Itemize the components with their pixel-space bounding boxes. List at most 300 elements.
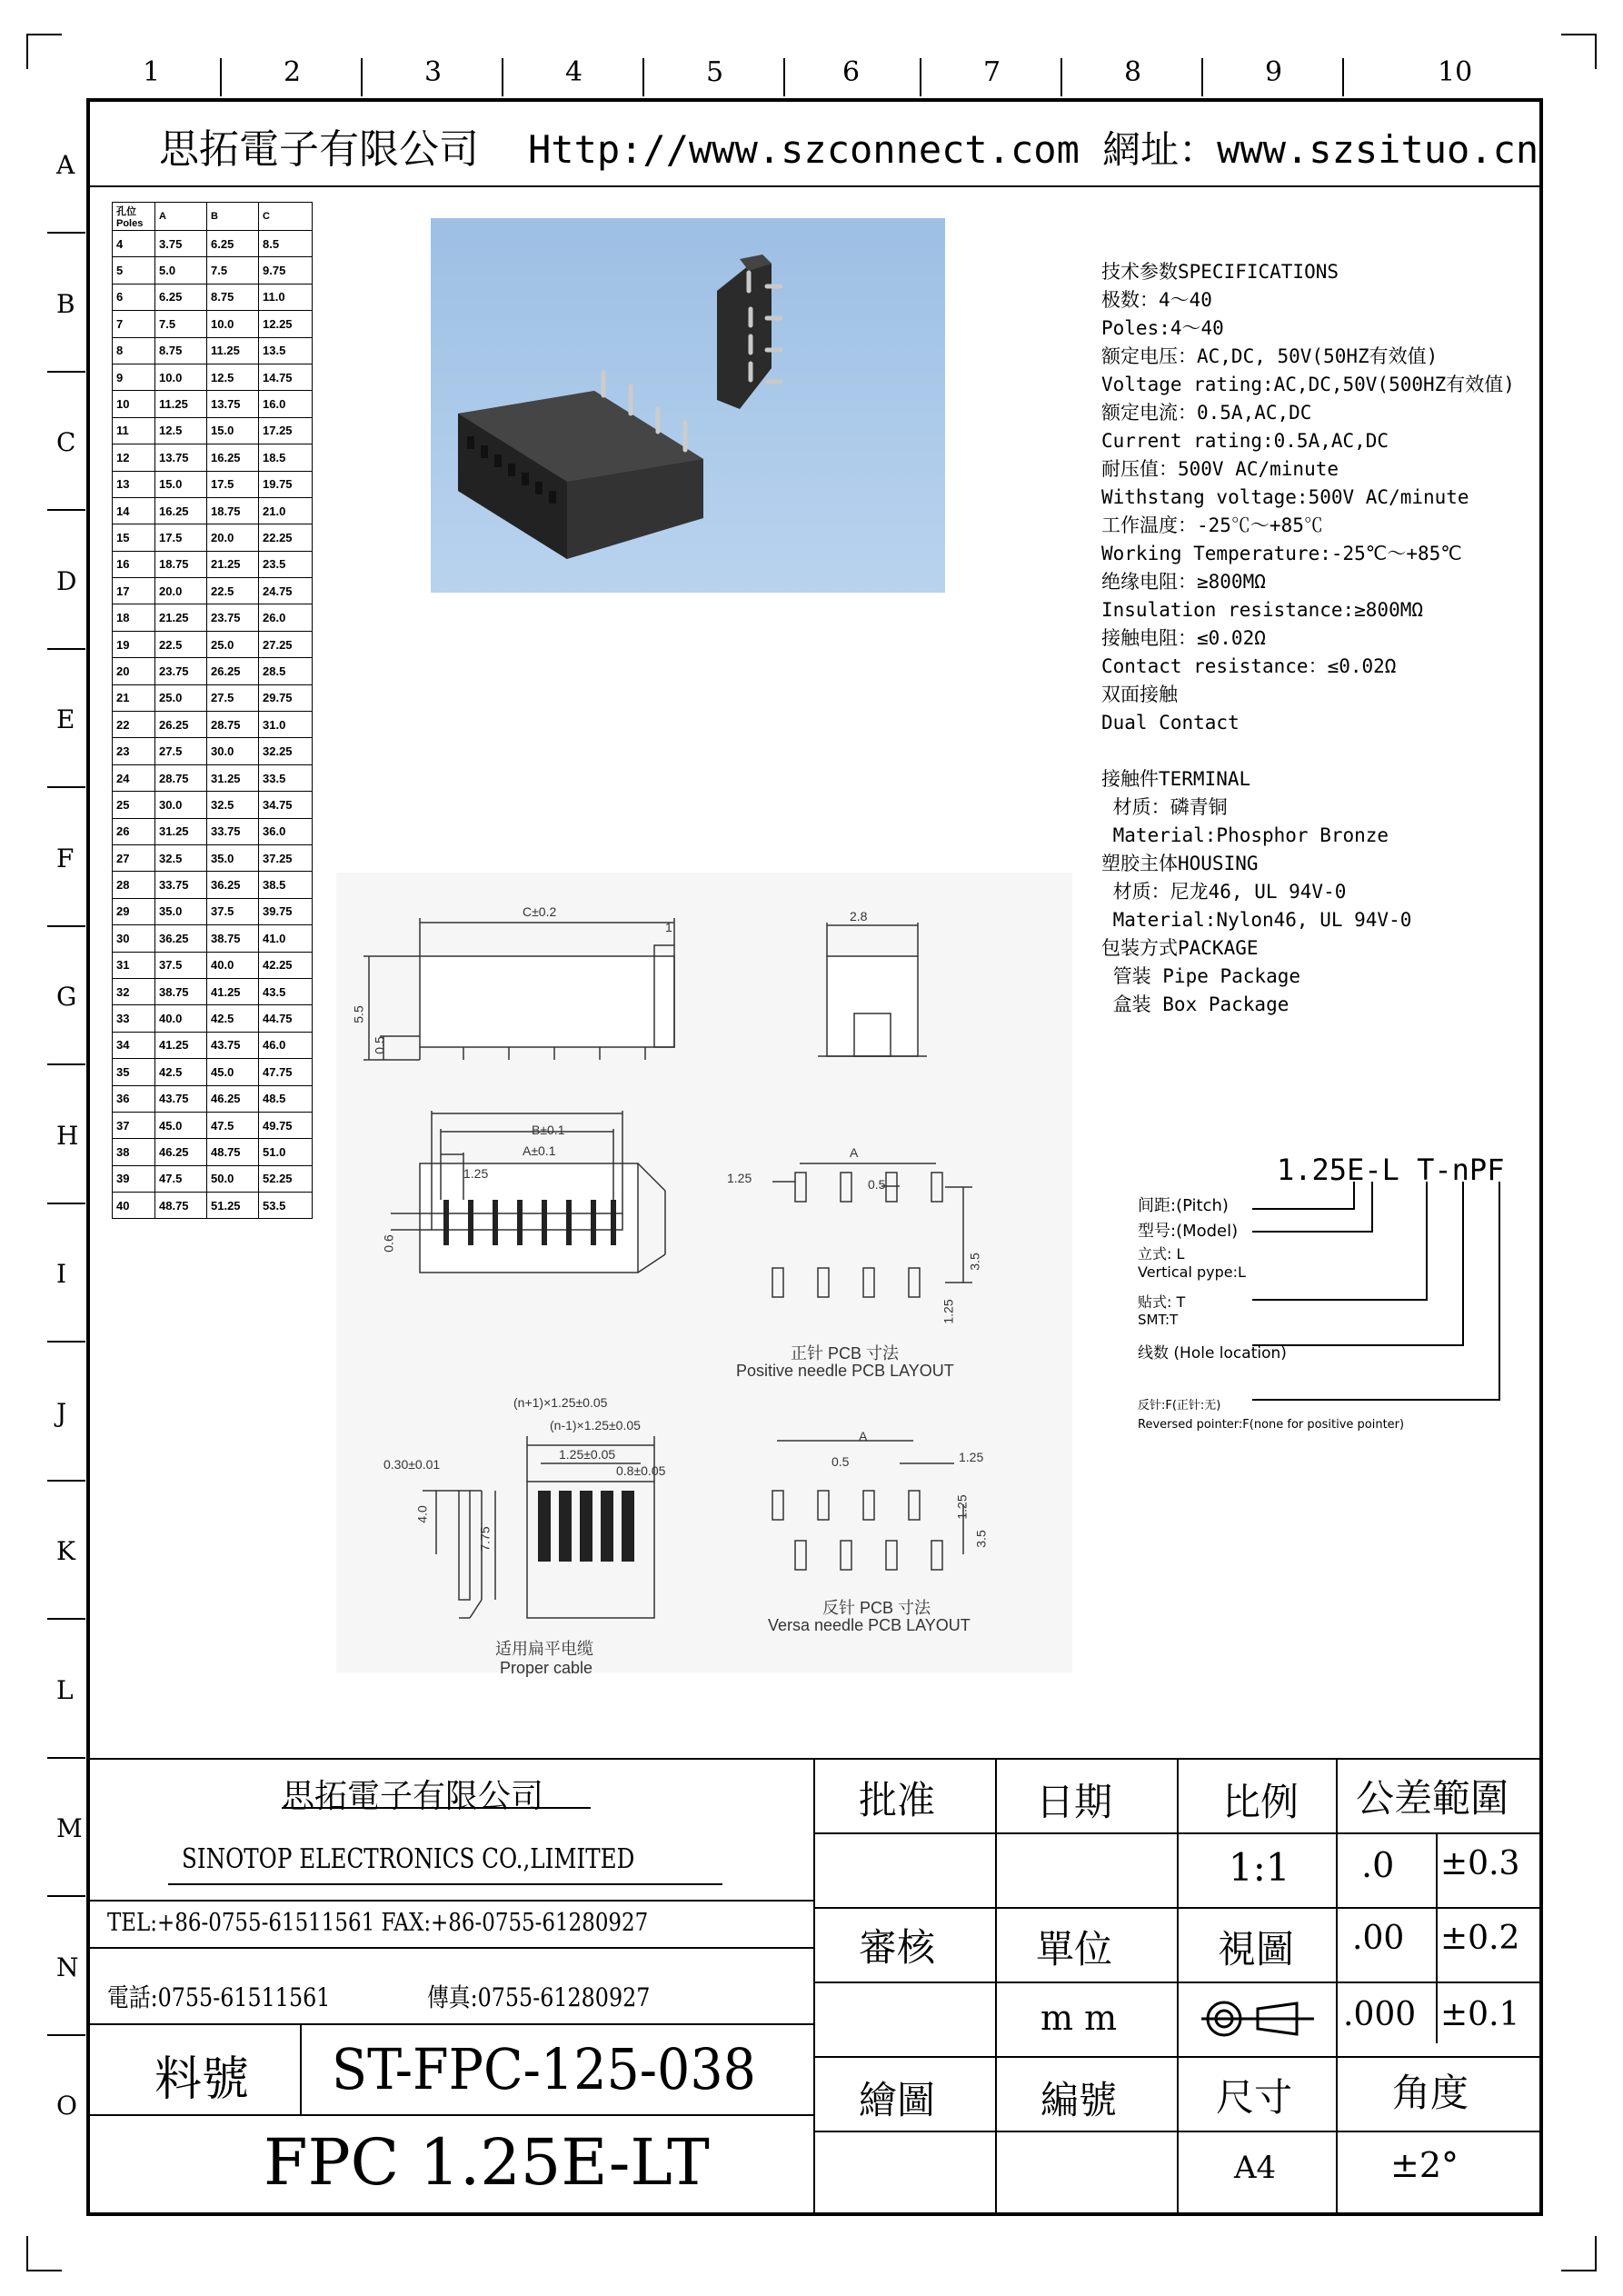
poles-cell: 36.25 bbox=[207, 872, 259, 898]
tb-row-4 bbox=[813, 2056, 1541, 2058]
row-tick bbox=[47, 1895, 85, 1897]
column-number: 4 bbox=[565, 56, 583, 88]
company-en-underline bbox=[168, 1883, 722, 1885]
dim-0-6: 0.6 bbox=[381, 1234, 396, 1253]
poles-cell: 47.5 bbox=[207, 1112, 259, 1138]
corner-mark-top-left bbox=[25, 33, 62, 69]
poles-cell: 48.75 bbox=[207, 1139, 259, 1165]
titleblock-divider bbox=[813, 1758, 815, 2212]
legend-vertical-en: Vertical pype:L bbox=[1138, 1263, 1246, 1281]
poles-cell: 38.75 bbox=[207, 925, 259, 952]
projection-symbol-icon bbox=[1201, 1996, 1314, 2041]
poles-cell: 46.25 bbox=[207, 1085, 259, 1112]
row-tick bbox=[47, 1341, 85, 1343]
poles-cell: 22.5 bbox=[155, 631, 207, 657]
column-tick bbox=[220, 58, 222, 96]
spec-line: Withstang voltage:500V AC/minute bbox=[1101, 486, 1469, 508]
spec-line: Dual Contact bbox=[1101, 712, 1240, 734]
row-tick bbox=[47, 1203, 85, 1204]
poles-cell: 12.25 bbox=[259, 311, 313, 337]
spec-line: Current rating:0.5A,AC,DC bbox=[1101, 430, 1389, 452]
spec-line: 极数：4～40 bbox=[1101, 289, 1212, 311]
pcb-dim-0-5: 0.5 bbox=[868, 1177, 886, 1192]
tb-col-4 bbox=[1336, 1758, 1338, 2212]
poles-cell: 21 bbox=[113, 684, 155, 711]
spec-line: 包装方式PACKAGE bbox=[1101, 937, 1259, 959]
poles-cell: 23.5 bbox=[259, 551, 313, 577]
table-row bbox=[113, 604, 313, 631]
poles-cell: 51.25 bbox=[207, 1193, 259, 1219]
table-row bbox=[113, 764, 313, 791]
poles-cell: 26.25 bbox=[207, 658, 259, 684]
tb-date: 日期 bbox=[1036, 1780, 1113, 1824]
dim-5-5: 5.5 bbox=[351, 1005, 366, 1023]
tb-tol-000: .000 bbox=[1343, 1996, 1417, 2033]
legend-smt-en: SMT:T bbox=[1138, 1312, 1179, 1328]
row-tick bbox=[47, 371, 85, 373]
corner-mark-bottom-right bbox=[1561, 2236, 1598, 2272]
row-letter: F bbox=[56, 843, 75, 873]
poles-cell: 25.0 bbox=[155, 684, 207, 711]
poles-cell: 32.5 bbox=[207, 792, 259, 818]
poles-cell: 23.75 bbox=[207, 604, 259, 631]
dim-one: 1 bbox=[665, 920, 672, 934]
table-row bbox=[113, 444, 313, 471]
column-tick bbox=[502, 58, 503, 96]
spec-line: Voltage rating:AC,DC,50V(500HZ有效值) bbox=[1101, 374, 1515, 395]
column-tick bbox=[920, 58, 921, 96]
dim-c: C±0.2 bbox=[523, 904, 557, 919]
poles-cell: 19.75 bbox=[259, 471, 313, 497]
column-tick bbox=[783, 58, 785, 96]
poles-cell: 18.75 bbox=[207, 497, 259, 524]
poles-cell: 25 bbox=[113, 792, 155, 818]
column-tick bbox=[1342, 58, 1344, 96]
poles-cell: 26 bbox=[113, 818, 155, 844]
poles-cell: 23.75 bbox=[155, 658, 207, 684]
header-url: Http://www.szconnect.com 網址：www.szsituo.cn bbox=[528, 127, 1539, 172]
spec-line: Working Temperature:-25℃～+85℃ bbox=[1101, 543, 1462, 564]
row-letter: A bbox=[56, 150, 75, 180]
poles-cell: 27.5 bbox=[155, 738, 207, 764]
table-row bbox=[113, 497, 313, 524]
spec-line: 接触件TERMINAL bbox=[1101, 768, 1251, 790]
poles-cell: 12.5 bbox=[207, 364, 259, 390]
tb-unit: 單位 bbox=[1036, 1927, 1113, 1972]
table-row bbox=[113, 1005, 313, 1032]
row-tick bbox=[47, 925, 85, 927]
column-tick bbox=[1060, 58, 1062, 96]
poles-cell: 17 bbox=[113, 578, 155, 604]
poles-cell: 21.25 bbox=[155, 604, 207, 631]
header bbox=[159, 116, 1538, 175]
poles-cell: 8.75 bbox=[155, 337, 207, 364]
table-row bbox=[113, 712, 313, 738]
poles-cell: 51.0 bbox=[259, 1139, 313, 1165]
poles-header-cell: 孔位 Poles bbox=[113, 203, 155, 231]
spec-line: 材质：尼龙46, UL 94V-0 bbox=[1101, 881, 1347, 903]
row-letter: H bbox=[56, 1120, 79, 1151]
tb-scale-label: 比例 bbox=[1222, 1780, 1299, 1824]
poles-cell: 35.0 bbox=[155, 898, 207, 924]
positive-pcb-title-cn: 正针 PCB 寸法 bbox=[791, 1344, 900, 1363]
spec-line: 耐压值：500V AC/minute bbox=[1101, 458, 1339, 480]
table-row bbox=[113, 311, 313, 337]
tb-tol-00-val: ±0.2 bbox=[1440, 1920, 1520, 1957]
cable-dim-2: (n-1)×1.25±0.05 bbox=[550, 1418, 641, 1433]
header-divider bbox=[88, 185, 1541, 187]
poles-cell: 11.25 bbox=[207, 337, 259, 364]
poles-cell: 29 bbox=[113, 898, 155, 924]
column-number: 8 bbox=[1124, 56, 1142, 88]
row-tick bbox=[47, 2034, 85, 2036]
poles-cell: 3.75 bbox=[155, 231, 207, 257]
tb-product: FPC 1.25E-LT bbox=[264, 2125, 710, 2200]
poles-cell: 39.75 bbox=[259, 898, 313, 924]
poles-cell: 8.5 bbox=[259, 231, 313, 257]
spec-line: 额定电流：0.5A,AC,DC bbox=[1101, 402, 1312, 424]
row-letter: O bbox=[56, 2091, 77, 2121]
poles-cell: 45.0 bbox=[155, 1112, 207, 1138]
poles-cell: 31.25 bbox=[155, 818, 207, 844]
table-row bbox=[113, 684, 313, 711]
tb-part-number: ST-FPC-125-038 bbox=[332, 2036, 756, 2102]
table-row bbox=[113, 337, 313, 364]
tb-size: 尺寸 bbox=[1216, 2075, 1293, 2120]
poles-cell: 17.5 bbox=[207, 471, 259, 497]
column-number: 9 bbox=[1265, 56, 1283, 88]
tb-col-2 bbox=[995, 1758, 997, 2212]
poles-cell: 9.75 bbox=[259, 257, 313, 284]
poles-cell: 36.0 bbox=[259, 818, 313, 844]
poles-cell: 32.5 bbox=[155, 844, 207, 871]
poles-cell: 39 bbox=[113, 1165, 155, 1192]
row-tick bbox=[47, 1063, 85, 1065]
poles-cell: 16.25 bbox=[207, 444, 259, 471]
poles-cell: 30.0 bbox=[155, 792, 207, 818]
poles-cell: 44.75 bbox=[259, 1005, 313, 1032]
poles-cell: 10.0 bbox=[155, 364, 207, 390]
row-letter: K bbox=[56, 1536, 75, 1566]
poles-cell: 42.25 bbox=[259, 952, 313, 978]
table-row bbox=[113, 844, 313, 871]
column-tick bbox=[642, 58, 644, 96]
tb-tol-000-val: ±0.1 bbox=[1440, 1996, 1520, 2033]
poles-cell: 47.75 bbox=[259, 1059, 313, 1085]
tb-company-en: SINOTOP ELECTRONICS CO.,LIMITED bbox=[182, 1843, 635, 1875]
poles-cell: 41.25 bbox=[155, 1032, 207, 1058]
tb-tol-0: .0 bbox=[1361, 1845, 1395, 1885]
tb-col-5 bbox=[1436, 1832, 1438, 2043]
product-photo bbox=[431, 218, 945, 593]
poles-cell: 15.0 bbox=[155, 471, 207, 497]
dim-pitch: 1.25 bbox=[463, 1166, 489, 1181]
poles-cell: 32 bbox=[113, 978, 155, 1004]
spec-line: Poles:4～40 bbox=[1101, 317, 1224, 339]
legend-model: 型号:(Model) bbox=[1138, 1222, 1239, 1241]
poles-cell: 27.25 bbox=[259, 631, 313, 657]
table-row bbox=[113, 1059, 313, 1085]
tb-paper: A4 bbox=[1234, 2150, 1277, 2186]
poles-cell: 40.0 bbox=[207, 952, 259, 978]
versa-dim-0-5: 0.5 bbox=[831, 1454, 850, 1469]
tb-tolerance: 公差範圍 bbox=[1356, 1776, 1509, 1821]
poles-cell: 10 bbox=[113, 391, 155, 417]
row-tick bbox=[47, 786, 85, 788]
row-tick bbox=[47, 232, 85, 234]
column-number: 2 bbox=[284, 56, 302, 88]
poles-cell: 43.75 bbox=[207, 1032, 259, 1058]
versa-pcb-title-cn: 反针 PCB 寸法 bbox=[822, 1599, 931, 1617]
tb-view: 視圖 bbox=[1218, 1927, 1295, 1972]
poles-cell: 50.0 bbox=[207, 1165, 259, 1192]
poles-cell: 52.25 bbox=[259, 1165, 313, 1192]
table-row bbox=[113, 658, 313, 684]
specifications-list bbox=[1101, 258, 1515, 1019]
spec-line: Contact resistance：≤0.02Ω bbox=[1101, 655, 1397, 677]
pcb-dim-1-25: 1.25 bbox=[727, 1171, 752, 1185]
column-number: 3 bbox=[424, 56, 443, 88]
poles-cell: 49.75 bbox=[259, 1112, 313, 1138]
legend-smt-cn: 贴式: T bbox=[1138, 1293, 1186, 1311]
spec-line: 额定电压：AC,DC, 50V(50HZ有效值) bbox=[1101, 345, 1439, 367]
dim-2-8: 2.8 bbox=[850, 909, 868, 923]
poles-cell: 40 bbox=[113, 1193, 155, 1219]
row-tick bbox=[47, 1480, 85, 1482]
versa-pcb-title-en: Versa needle PCB LAYOUT bbox=[768, 1616, 971, 1634]
poles-cell: 18.75 bbox=[155, 551, 207, 577]
header-company: 思拓電子有限公司 bbox=[159, 126, 479, 173]
table-row bbox=[113, 1139, 313, 1165]
poles-cell: 25.0 bbox=[207, 631, 259, 657]
poles-cell: 18 bbox=[113, 604, 155, 631]
poles-cell: 37.25 bbox=[259, 844, 313, 871]
poles-cell: 37.5 bbox=[155, 952, 207, 978]
tb-angle-val: ±2° bbox=[1390, 2145, 1459, 2185]
tb-row-3 bbox=[813, 1982, 1541, 1983]
poles-cell: 32.25 bbox=[259, 738, 313, 764]
positive-pcb-title-en: Positive needle PCB LAYOUT bbox=[736, 1362, 954, 1380]
row-letter: D bbox=[56, 565, 77, 596]
poles-cell: 33.5 bbox=[259, 764, 313, 791]
spec-line: Insulation resistance:≥800MΩ bbox=[1101, 599, 1424, 621]
poles-cell: 41.0 bbox=[259, 925, 313, 952]
table-row bbox=[113, 738, 313, 764]
spec-line: 盒装 Box Package bbox=[1101, 993, 1289, 1015]
poles-cell: 7 bbox=[113, 311, 155, 337]
row-letter: M bbox=[56, 1813, 83, 1843]
spec-line: Material:Nylon46, UL 94V-0 bbox=[1101, 909, 1412, 931]
poles-cell: 24.75 bbox=[259, 578, 313, 604]
poles-cell: 53.5 bbox=[259, 1193, 313, 1219]
poles-cell: 14 bbox=[113, 497, 155, 524]
poles-cell: 23 bbox=[113, 738, 155, 764]
spec-line: 材质：磷青铜 bbox=[1101, 796, 1228, 818]
poles-cell: 24 bbox=[113, 764, 155, 791]
tb-row-2 bbox=[813, 1907, 1541, 1909]
table-row bbox=[113, 524, 313, 551]
poles-cell: 46.0 bbox=[259, 1032, 313, 1058]
poles-cell: 38.75 bbox=[155, 978, 207, 1004]
table-row bbox=[113, 1165, 313, 1192]
poles-cell: 16 bbox=[113, 551, 155, 577]
legend-pitch: 间距:(Pitch) bbox=[1138, 1196, 1229, 1215]
column-number: 1 bbox=[143, 56, 161, 88]
poles-cell: 6.25 bbox=[207, 231, 259, 257]
poles-cell: 43.5 bbox=[259, 978, 313, 1004]
poles-cell: 26.25 bbox=[155, 712, 207, 738]
poles-cell: 40.0 bbox=[155, 1005, 207, 1032]
poles-cell: 31.0 bbox=[259, 712, 313, 738]
poles-cell: 42.5 bbox=[207, 1005, 259, 1032]
row-tick bbox=[47, 509, 85, 511]
spec-line: 绝缘电阻：≥800MΩ bbox=[1101, 571, 1266, 593]
tb-left-row-2 bbox=[88, 1947, 813, 1949]
poles-cell: 14.75 bbox=[259, 364, 313, 390]
poles-cell: 20 bbox=[113, 658, 155, 684]
table-row bbox=[113, 471, 313, 497]
table-row bbox=[113, 391, 313, 417]
poles-cell: 8 bbox=[113, 337, 155, 364]
table-row bbox=[113, 978, 313, 1004]
tb-part-label: 料號 bbox=[154, 2052, 250, 2107]
poles-cell: 13 bbox=[113, 471, 155, 497]
poles-header-cell: B bbox=[207, 203, 259, 231]
poles-cell: 12 bbox=[113, 444, 155, 471]
tb-left-row-4 bbox=[88, 2114, 813, 2116]
table-row bbox=[113, 792, 313, 818]
row-tick bbox=[47, 1757, 85, 1759]
tb-tel-fax: TEL:+86-0755-61511561 FAX:+86-0755-61280927 bbox=[107, 1909, 649, 1937]
row-letter: I bbox=[56, 1259, 67, 1289]
cable-dim-7: 7.75 bbox=[477, 1526, 493, 1552]
poles-cell: 37 bbox=[113, 1112, 155, 1138]
table-row bbox=[113, 818, 313, 844]
poles-cell: 6 bbox=[113, 284, 155, 310]
table-row bbox=[113, 1193, 313, 1219]
poles-cell: 27 bbox=[113, 844, 155, 871]
poles-cell: 38 bbox=[113, 1139, 155, 1165]
table-row bbox=[113, 1112, 313, 1138]
poles-cell: 8.75 bbox=[207, 284, 259, 310]
poles-cell: 29.75 bbox=[259, 684, 313, 711]
table-row bbox=[113, 1032, 313, 1058]
dim-b: B±0.1 bbox=[532, 1123, 565, 1137]
tb-tol-00: .00 bbox=[1352, 1920, 1405, 1957]
row-tick bbox=[47, 1618, 85, 1620]
versa-dim-a: A bbox=[859, 1429, 868, 1443]
versa-dim-1-25: 1.25 bbox=[959, 1450, 984, 1464]
column-number: 6 bbox=[842, 56, 861, 88]
poles-cell: 34 bbox=[113, 1032, 155, 1058]
poles-cell: 33 bbox=[113, 1005, 155, 1032]
poles-cell: 30.0 bbox=[207, 738, 259, 764]
tb-row-5 bbox=[813, 2131, 1541, 2132]
column-number: 5 bbox=[706, 56, 724, 88]
cable-dim-1: (n+1)×1.25±0.05 bbox=[513, 1395, 608, 1410]
poles-cell: 28.75 bbox=[155, 764, 207, 791]
poles-dimension-table bbox=[112, 202, 313, 1219]
connector-illustration bbox=[431, 218, 945, 593]
spec-line bbox=[1101, 737, 1515, 765]
column-number: 7 bbox=[983, 56, 1001, 88]
poles-cell: 46.25 bbox=[155, 1139, 207, 1165]
poles-cell: 19 bbox=[113, 631, 155, 657]
versa-dim-1-25b: 1.25 bbox=[954, 1494, 970, 1520]
poles-cell: 28.75 bbox=[207, 712, 259, 738]
poles-cell: 47.5 bbox=[155, 1165, 207, 1192]
poles-cell: 33.75 bbox=[155, 872, 207, 898]
poles-cell: 31 bbox=[113, 952, 155, 978]
row-letter: C bbox=[56, 427, 76, 457]
tb-tel-cn: 電話:0755-61511561 bbox=[107, 1982, 331, 2012]
poles-cell: 36 bbox=[113, 1085, 155, 1112]
poles-cell: 11.25 bbox=[155, 391, 207, 417]
pcb-dim-a: A bbox=[850, 1145, 859, 1160]
poles-cell: 21.25 bbox=[207, 551, 259, 577]
pcb-dim-3-5: 3.5 bbox=[967, 1253, 982, 1271]
poles-cell: 22.5 bbox=[207, 578, 259, 604]
row-letter: N bbox=[56, 1952, 79, 1982]
poles-cell: 10.0 bbox=[207, 311, 259, 337]
tb-scale: 1:1 bbox=[1229, 1845, 1290, 1890]
row-letter: E bbox=[56, 704, 75, 734]
poles-cell: 28 bbox=[113, 872, 155, 898]
legend-reversed-cn: 反针:F(正针:无) bbox=[1138, 1399, 1221, 1413]
versa-dim-3-5: 3.5 bbox=[973, 1530, 989, 1548]
table-row bbox=[113, 925, 313, 952]
tb-row-1 bbox=[813, 1832, 1541, 1834]
dim-0-5: 0.5 bbox=[372, 1036, 387, 1054]
table-row bbox=[113, 631, 313, 657]
legend-hole: 线数 (Hole location) bbox=[1138, 1344, 1287, 1363]
dim-a: A±0.1 bbox=[523, 1143, 556, 1158]
poles-cell: 9 bbox=[113, 364, 155, 390]
poles-cell: 7.5 bbox=[207, 257, 259, 284]
spec-line: 管装 Pipe Package bbox=[1101, 965, 1301, 987]
poles-cell: 16.25 bbox=[155, 497, 207, 524]
poles-cell: 43.75 bbox=[155, 1085, 207, 1112]
tb-review: 審核 bbox=[859, 1925, 936, 1970]
poles-cell: 18.5 bbox=[259, 444, 313, 471]
row-tick bbox=[47, 648, 85, 650]
tb-tol-0-val: ±0.3 bbox=[1440, 1845, 1520, 1882]
spec-line: 技术参数SPECIFICATIONS bbox=[1101, 261, 1339, 283]
tb-fax-cn: 傳真:0755-61280927 bbox=[427, 1982, 651, 2012]
poles-cell: 35.0 bbox=[207, 844, 259, 871]
spec-line: Material:Phosphor Bronze bbox=[1101, 824, 1389, 846]
cable-title-cn: 适用扁平电缆 bbox=[495, 1640, 593, 1658]
poles-header-cell: A bbox=[155, 203, 207, 231]
poles-cell: 6.25 bbox=[155, 284, 207, 310]
tb-left-col bbox=[300, 2023, 302, 2114]
poles-cell: 13.5 bbox=[259, 337, 313, 364]
table-row bbox=[113, 898, 313, 924]
spec-line: 双面接触 bbox=[1101, 684, 1178, 705]
part-code-leader-lines bbox=[1245, 1182, 1518, 1418]
cable-dim-5: 0.30±0.01 bbox=[383, 1457, 441, 1472]
tb-number: 編號 bbox=[1041, 2078, 1118, 2122]
tb-left-row-1 bbox=[88, 1900, 813, 1902]
corner-mark-top-right bbox=[1561, 33, 1598, 69]
poles-cell: 38.5 bbox=[259, 872, 313, 898]
poles-cell: 31.25 bbox=[207, 764, 259, 791]
poles-cell: 20.0 bbox=[155, 578, 207, 604]
tb-left-row-3 bbox=[88, 2023, 813, 2025]
cable-dim-4: 0.8±0.05 bbox=[616, 1463, 666, 1478]
spec-line: 塑胶主体HOUSING bbox=[1101, 853, 1259, 874]
poles-cell: 20.0 bbox=[207, 524, 259, 551]
